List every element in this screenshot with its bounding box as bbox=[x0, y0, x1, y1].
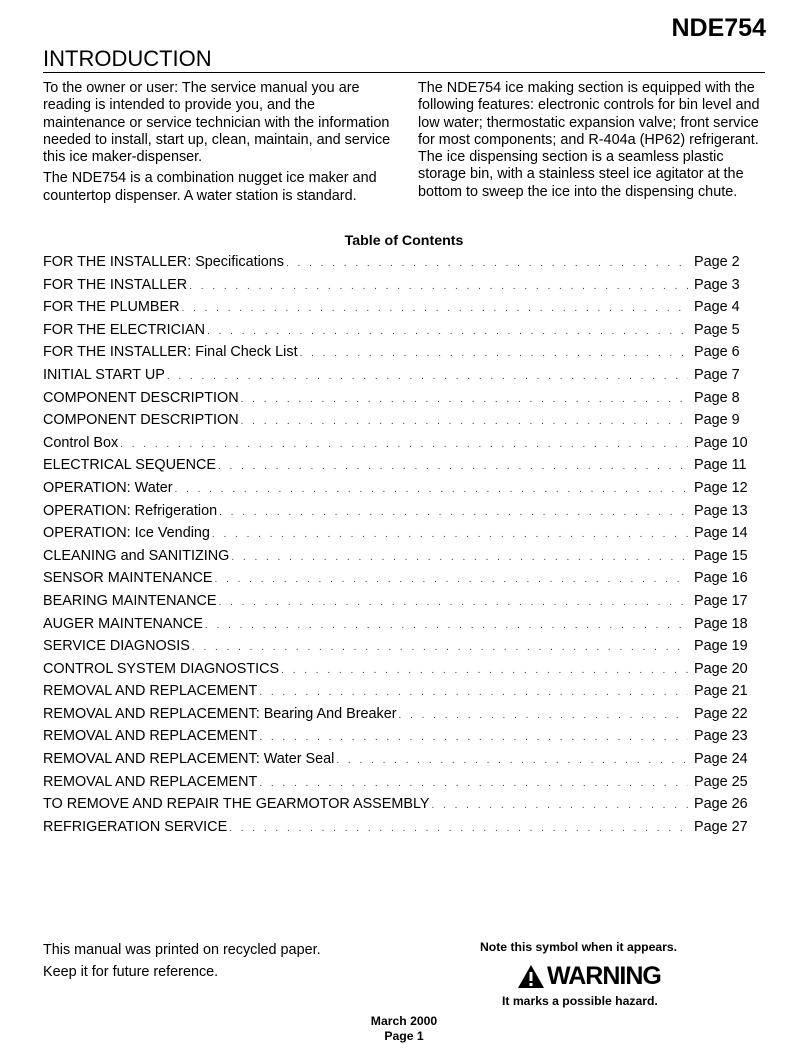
toc-entry-page: Page 11 bbox=[694, 457, 747, 474]
toc-entry-page: Page 2 bbox=[694, 254, 740, 270]
toc-entry[interactable] bbox=[43, 661, 765, 684]
toc-entry-page: Page 18 bbox=[694, 615, 748, 632]
toc-entry-title: SENSOR MAINTENANCE bbox=[43, 570, 213, 587]
toc-entry-page: Page 13 bbox=[694, 502, 748, 519]
toc-leader-dots bbox=[286, 258, 688, 269]
toc-entry-title: FOR THE INSTALLER bbox=[43, 276, 188, 293]
toc-entry[interactable] bbox=[43, 457, 765, 480]
toc-entry-title: REFRIGERATION SERVICE bbox=[43, 818, 228, 835]
toc-entry-title: COMPONENT DESCRIPTION bbox=[43, 412, 239, 429]
toc-entry[interactable] bbox=[43, 570, 765, 593]
intro-left-column bbox=[43, 80, 393, 209]
toc-leader-dots bbox=[432, 800, 689, 811]
intro-paragraph: The NDE754 ice making section is equipped with the following features: electronic controls for bin level and low water; thermostatic expansion valve; front service for most components; and R-404a (HP62) refrigerant. The ice dispensing section is a seamless plastic storage bin, with a stainless steel ice agitator at the bottom to sweep the ice into the dispensing chute. bbox=[418, 80, 760, 200]
toc-entry-page: Page 8 bbox=[694, 389, 740, 406]
toc-entry-page: Page 7 bbox=[694, 366, 740, 383]
publish-date: March 2000 bbox=[370, 1014, 438, 1028]
toc-leader-dots bbox=[399, 710, 688, 721]
hazard-note: It marks a possible hazard. bbox=[502, 994, 658, 1008]
intro-right-column bbox=[418, 80, 768, 205]
table-of-contents bbox=[43, 254, 765, 841]
toc-entry-page: Page 21 bbox=[694, 683, 748, 700]
toc-entry-title: INITIAL START UP bbox=[43, 366, 165, 383]
toc-entry-page: Page 15 bbox=[694, 547, 748, 564]
toc-leader-dots bbox=[259, 687, 688, 698]
toc-entry-title: CONTROL SYSTEM DIAGNOSTICS bbox=[43, 660, 280, 677]
page-footer bbox=[0, 1014, 808, 1044]
toc-entry-title: CLEANING and SANITIZING bbox=[43, 547, 230, 564]
toc-entry[interactable] bbox=[43, 435, 765, 458]
toc-entry[interactable] bbox=[43, 638, 765, 661]
intro-paragraph: To the owner or user: The service manual you are reading is intended to provide you, and the maintenance or service technician with the information needed to install, start up, clean, maintain, and service this ice maker-dispenser. bbox=[43, 80, 391, 166]
toc-entry[interactable] bbox=[43, 706, 765, 729]
toc-entry-title: AUGER MAINTENANCE bbox=[43, 615, 203, 632]
toc-leader-dots bbox=[212, 529, 688, 540]
toc-entry-page: Page 24 bbox=[694, 751, 748, 768]
toc-leader-dots bbox=[219, 507, 688, 518]
toc-leader-dots bbox=[207, 326, 688, 337]
toc-entry[interactable] bbox=[43, 819, 765, 842]
toc-entry-page: Page 6 bbox=[694, 344, 740, 361]
warning-word: WARNING bbox=[547, 961, 661, 990]
toc-entry-title: OPERATION: Ice Vending bbox=[43, 525, 210, 542]
toc-entry[interactable] bbox=[43, 525, 765, 548]
toc-entry-page: Page 22 bbox=[694, 705, 748, 722]
toc-entry[interactable] bbox=[43, 548, 765, 571]
toc-entry-title: ELECTRICAL SEQUENCE bbox=[43, 457, 216, 474]
toc-entry-title: FOR THE PLUMBER bbox=[43, 299, 180, 316]
toc-leader-dots bbox=[218, 461, 688, 472]
toc-entry-title: COMPONENT DESCRIPTION bbox=[43, 389, 239, 406]
toc-entry-page: Page 26 bbox=[694, 796, 748, 813]
toc-entry-page: Page 5 bbox=[694, 321, 740, 338]
toc-entry-title: Control Box bbox=[43, 434, 119, 451]
toc-leader-dots bbox=[281, 665, 688, 676]
toc-entry[interactable] bbox=[43, 593, 765, 616]
toc-entry-page: Page 12 bbox=[694, 479, 748, 496]
toc-entry-title: REMOVAL AND REPLACEMENT bbox=[43, 683, 258, 700]
toc-entry[interactable] bbox=[43, 367, 765, 390]
toc-entry-title: REMOVAL AND REPLACEMENT: Bearing And Breaker bbox=[43, 705, 397, 722]
toc-entry-page: Page 20 bbox=[694, 660, 748, 677]
toc-entry-page: Page 10 bbox=[694, 434, 748, 451]
toc-entry[interactable] bbox=[43, 344, 765, 367]
toc-entry-title: OPERATION: Water bbox=[43, 479, 173, 496]
toc-leader-dots bbox=[181, 303, 688, 314]
toc-leader-dots bbox=[259, 732, 688, 743]
toc-leader-dots bbox=[241, 416, 688, 427]
toc-entry[interactable] bbox=[43, 616, 765, 639]
toc-entry[interactable] bbox=[43, 412, 765, 435]
toc-leader-dots bbox=[189, 281, 688, 292]
title-divider bbox=[43, 72, 765, 73]
toc-entry[interactable] bbox=[43, 322, 765, 345]
toc-entry[interactable] bbox=[43, 796, 765, 819]
keep-reference-note: Keep it for future reference. bbox=[43, 963, 219, 980]
toc-entry-title: FOR THE INSTALLER: Final Check List bbox=[43, 344, 298, 361]
toc-leader-dots bbox=[241, 394, 688, 405]
toc-leader-dots bbox=[219, 597, 688, 608]
intro-paragraph: The NDE754 is a combination nugget ice maker and countertop dispenser. A water station is standard. bbox=[43, 170, 377, 204]
toc-entry-title: REMOVAL AND REPLACEMENT bbox=[43, 728, 258, 745]
toc-entry-page: Page 3 bbox=[694, 276, 740, 293]
toc-entry[interactable] bbox=[43, 277, 765, 300]
toc-entry-page: Page 17 bbox=[694, 592, 748, 609]
page-title: INTRODUCTION bbox=[43, 46, 212, 71]
toc-leader-dots bbox=[259, 778, 688, 789]
toc-entry-title: BEARING MAINTENANCE bbox=[43, 592, 217, 609]
toc-leader-dots bbox=[175, 484, 688, 495]
toc-entry[interactable] bbox=[43, 390, 765, 413]
toc-entry[interactable] bbox=[43, 503, 765, 526]
toc-entry-title: FOR THE INSTALLER: Specifications bbox=[43, 254, 284, 270]
toc-entry[interactable] bbox=[43, 254, 765, 277]
toc-entry-page: Page 25 bbox=[694, 773, 748, 790]
recycled-paper-note: This manual was printed on recycled paper. bbox=[43, 942, 321, 958]
toc-leader-dots bbox=[215, 574, 688, 585]
toc-leader-dots bbox=[300, 348, 688, 359]
toc-entry-page: Page 19 bbox=[694, 638, 748, 655]
toc-entry-page: Page 9 bbox=[694, 412, 740, 429]
warning-triangle-icon bbox=[517, 964, 545, 989]
toc-entry[interactable] bbox=[43, 751, 765, 774]
warning-label bbox=[517, 962, 661, 990]
toc-entry[interactable] bbox=[43, 774, 765, 797]
toc-entry-title: REMOVAL AND REPLACEMENT: Water Seal bbox=[43, 751, 335, 768]
toc-entry-title: TO REMOVE AND REPAIR THE GEARMOTOR ASSEMBLY bbox=[43, 796, 430, 813]
toc-leader-dots bbox=[120, 439, 688, 450]
toc-entry-page: Page 14 bbox=[694, 525, 748, 542]
toc-leader-dots bbox=[231, 552, 688, 563]
toc-entry-title: REMOVAL AND REPLACEMENT bbox=[43, 773, 258, 790]
toc-entry[interactable] bbox=[43, 728, 765, 751]
toc-leader-dots bbox=[167, 371, 688, 382]
toc-leader-dots bbox=[229, 823, 688, 834]
footer-note bbox=[43, 940, 321, 983]
toc-entry-page: Page 27 bbox=[694, 818, 748, 835]
toc-leader-dots bbox=[205, 620, 688, 631]
toc-leader-dots bbox=[336, 755, 688, 766]
page-number: Page 1 bbox=[384, 1029, 424, 1043]
toc-entry-page: Page 4 bbox=[694, 299, 740, 316]
toc-leader-dots bbox=[192, 642, 688, 653]
toc-entry[interactable] bbox=[43, 480, 765, 503]
toc-entry-title: FOR THE ELECTRICIAN bbox=[43, 321, 206, 338]
symbol-note: Note this symbol when it appears. bbox=[480, 940, 678, 954]
toc-entry-title: OPERATION: Refrigeration bbox=[43, 502, 218, 519]
toc-entry-page: Page 16 bbox=[694, 570, 748, 587]
toc-heading: Table of Contents bbox=[344, 233, 464, 249]
toc-entry[interactable] bbox=[43, 683, 765, 706]
toc-entry-page: Page 23 bbox=[694, 728, 748, 745]
model-number: NDE754 bbox=[671, 14, 766, 42]
toc-entry[interactable] bbox=[43, 299, 765, 322]
toc-entry-title: SERVICE DIAGNOSIS bbox=[43, 638, 190, 655]
